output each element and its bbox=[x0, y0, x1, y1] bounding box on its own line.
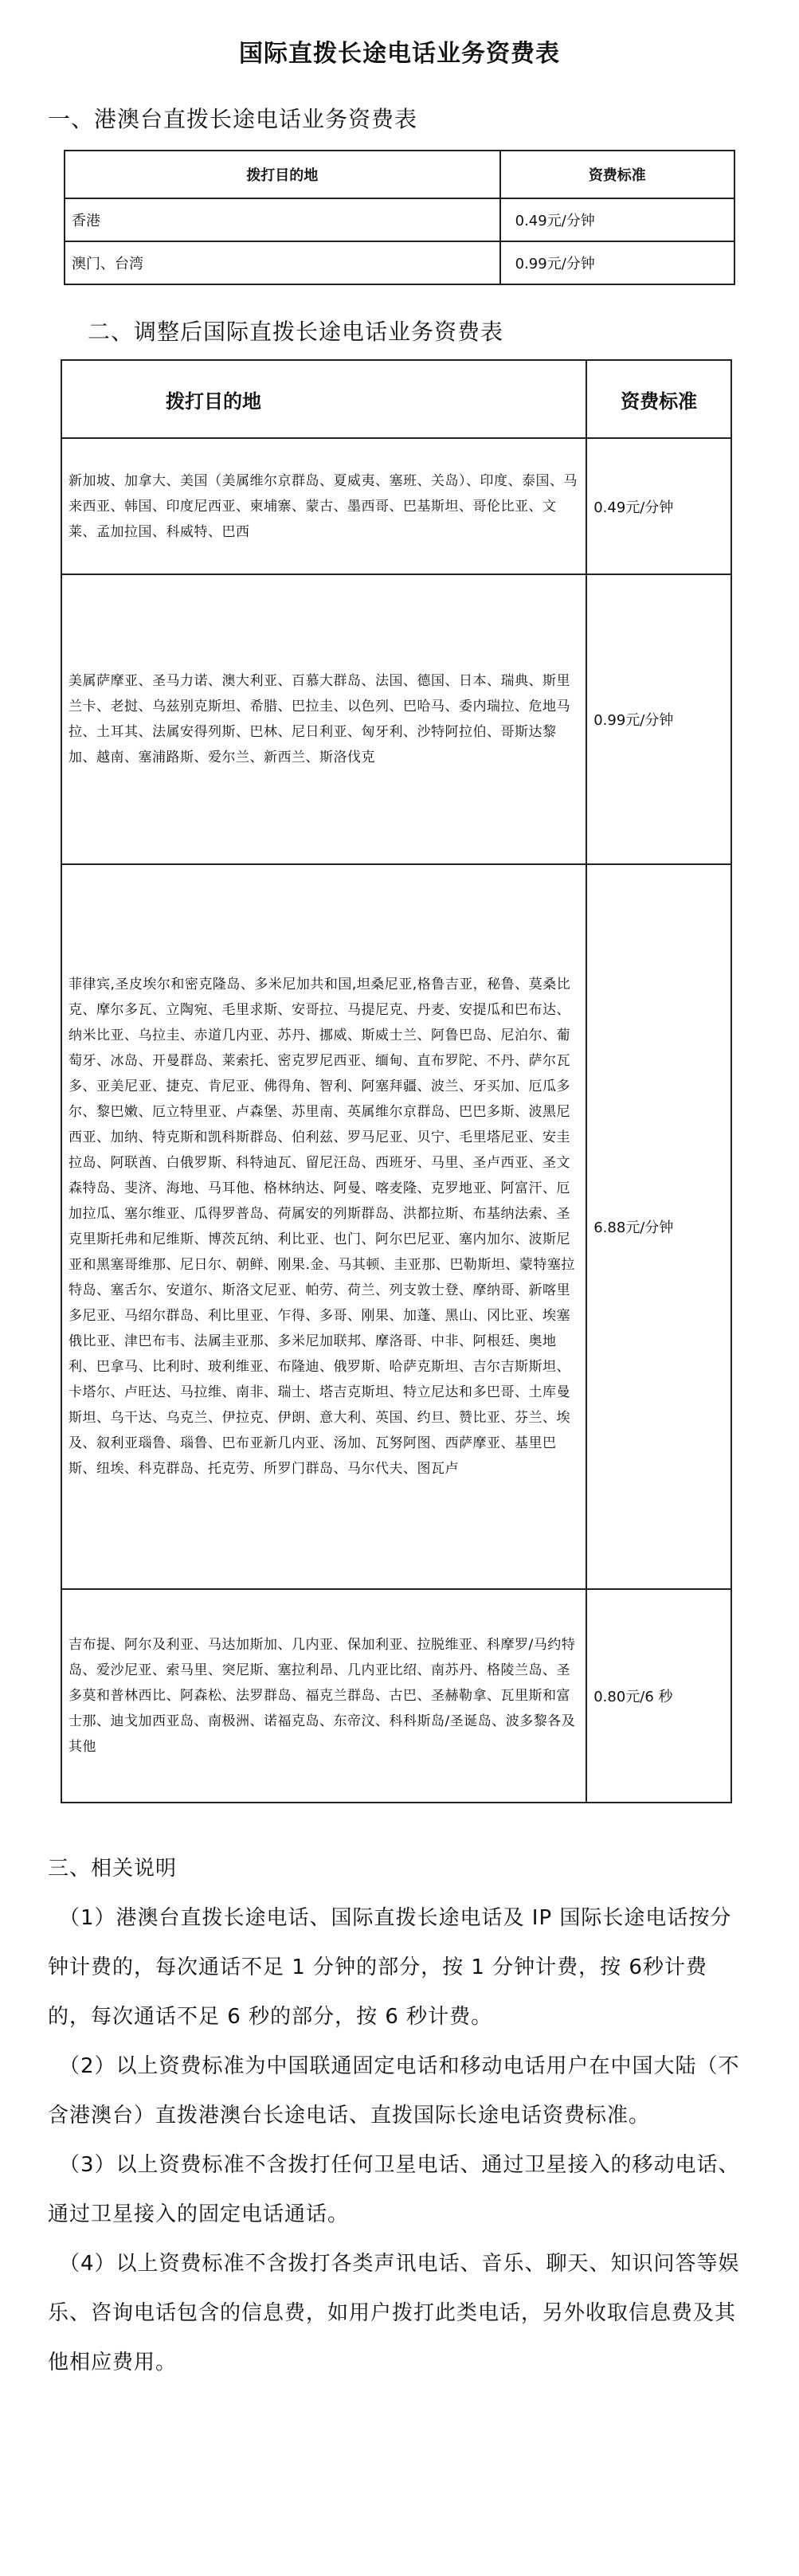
note-item: （2）以上资费标准为中国联通固定电话和移动电话用户在中国大陆（不含港澳台）直拨港澳台长途电话、直拨国际长途电话资费标准。 bbox=[48, 2054, 740, 2128]
fee-cell: 0.80元/6 秒 bbox=[586, 1589, 731, 1803]
fee-cell: 0.49元/分钟 bbox=[586, 438, 731, 574]
note-item: （3）以上资费标准不含拨打任何卫星电话、通过卫星接入的移动电话、通过卫星接入的固定电话通话。 bbox=[48, 2153, 740, 2226]
table-row bbox=[65, 198, 734, 241]
destination-cell: 吉布提、阿尔及利亚、马达加斯加、几内亚、保加利亚、拉脱维亚、科摩罗/马约特岛、爱沙尼亚、索马里、突尼斯、塞拉利昂、几内亚比绍、南苏丹、格陵兰岛、圣多莫和普林西比、阿森松、法罗群岛、福克兰群岛、古巴、圣赫勒拿、瓦里斯和富士那、迪戈加西亚岛、南极洲、诺福克岛、东帝汶、科科斯岛/圣诞岛、波多黎各及其他 bbox=[61, 1589, 586, 1803]
table-header-row bbox=[65, 151, 734, 198]
destination-cell: 香港 bbox=[65, 198, 500, 241]
note-item: （4）以上资费标准不含拨打各类声讯电话、音乐、聊天、知识问答等娱乐、咨询电话包含的信息费，如用户拨打此类电话，另外收取信息费及其他相应费用。 bbox=[48, 2252, 740, 2374]
table-header-row bbox=[61, 360, 731, 438]
fee-cell: 6.88元/分钟 bbox=[586, 864, 731, 1589]
table-row bbox=[61, 1589, 731, 1803]
page-title: 国际直拨长途电话业务资费表 bbox=[239, 40, 560, 68]
notes-section bbox=[48, 1844, 749, 2387]
table-row bbox=[61, 574, 731, 864]
table-row bbox=[61, 438, 731, 574]
header-destination: 拨打目的地 bbox=[65, 151, 500, 198]
fee-cell: 0.99元/分钟 bbox=[586, 574, 731, 864]
header-fee: 资费标准 bbox=[500, 151, 734, 198]
destination-cell: 新加坡、加拿大、美国（美属维尔京群岛、夏威夷、塞班、关岛）、印度、泰国、马来西亚、韩国、印度尼西亚、柬埔寨、蒙古、墨西哥、巴基斯坦、哥伦比亚、文莱、孟加拉国、科威特、巴西 bbox=[61, 438, 586, 574]
section1-heading: 一、港澳台直拨长途电话业务资费表 bbox=[48, 106, 418, 132]
fee-cell: 0.99元/分钟 bbox=[500, 241, 734, 284]
table-row bbox=[61, 864, 731, 1589]
section3-heading: 三、相关说明 bbox=[48, 1857, 178, 1881]
fee-cell: 0.49元/分钟 bbox=[500, 198, 734, 241]
table-row bbox=[65, 241, 734, 284]
header-fee: 资费标准 bbox=[586, 360, 731, 438]
international-rate-table bbox=[61, 359, 732, 1803]
destination-cell: 菲律宾,圣皮埃尔和密克隆岛、多米尼加共和国,坦桑尼亚,格鲁吉亚，秘鲁、莫桑比克、摩尔多瓦、立陶宛、毛里求斯、安哥拉、马提尼克、丹麦、安提瓜和巴布达、纳米比亚、乌拉圭、赤道几内亚、苏丹、挪威、斯威士兰、阿鲁巴岛、尼泊尔、葡萄牙、冰岛、开曼群岛、莱索托、密克罗尼西亚、缅甸、直布罗陀、不丹、萨尔瓦多、亚美尼亚、捷克、肯尼亚、佛得角、智利、阿塞拜疆、波兰、牙买加、厄瓜多尔、黎巴嫩、厄立特里亚、卢森堡、苏里南、英属维尔京群岛、巴巴多斯、波黑尼西亚、加纳、特克斯和凯科斯群岛、伯利兹、罗马尼亚、贝宁、毛里塔尼亚、安圭拉岛、阿联酋、白俄罗斯、科特迪瓦、留尼汪岛、西班牙、马里、圣卢西亚、圣文森特岛、斐济、海地、马耳他、格林纳达、阿曼、喀麦隆、克罗地亚、阿富汗、厄加拉瓜、塞尔维亚、瓜得罗普岛、荷属安的列斯群岛、洪都拉斯、布基纳法索、圣克里斯托弗和尼维斯、博茨瓦纳、利比亚、也门、阿尔巴尼亚、塞内加尔、波斯尼亚和黑塞哥维那、尼日尔、朝鲜、刚果.金、马其顿、圭亚那、巴勒斯坦、蒙特塞拉特岛、塞舌尔、安道尔、斯洛文尼亚、帕劳、荷兰、列支敦士登、摩纳哥、新喀里多尼亚、马绍尔群岛、利比里亚、乍得、多哥、刚果、加蓬、黑山、冈比亚、埃塞俄比亚、津巴布韦、法属圭亚那、多米尼加联邦、摩洛哥、中非、阿根廷、奥地利、巴拿马、比利时、玻利维亚、布隆迪、俄罗斯、哈萨克斯坦、吉尔吉斯斯坦、卡塔尔、卢旺达、马拉维、南非、瑞士、塔吉克斯坦、特立尼达和多巴哥、土库曼斯坦、乌干达、乌克兰、伊拉克、伊朗、意大利、英国、约旦、赞比亚、芬兰、埃及、叙利亚瑙鲁、瑙鲁、巴布亚新几内亚、汤加、瓦努阿图、西萨摩亚、基里巴斯、纽埃、科克群岛、托克劳、所罗门群岛、马尔代夫、图瓦卢 bbox=[61, 864, 586, 1589]
destination-cell: 澳门、台湾 bbox=[65, 241, 500, 284]
section2-heading: 二、调整后国际直拨长途电话业务资费表 bbox=[88, 319, 504, 345]
destination-cell: 美属萨摩亚、圣马力诺、澳大利亚、百慕大群岛、法国、德国、日本、瑞典、斯里兰卡、老挝、乌兹别克斯坦、希腊、巴拉圭、以色列、巴哈马、委内瑞拉、危地马拉、土耳其、法属安得列斯、巴林、尼日利亚、匈牙利、沙特阿拉伯、哥斯达黎加、越南、塞浦路斯、爱尔兰、新西兰、斯洛伐克 bbox=[61, 574, 586, 864]
hk-macau-taiwan-rate-table bbox=[64, 150, 735, 285]
header-destination: 拨打目的地 bbox=[61, 360, 586, 438]
note-item: （1）港澳台直拨长途电话、国际直拨长途电话及 IP 国际长途电话按分钟计费的，每次通话不足 1 分钟的部分，按 1 分钟计费，按 6秒计费的，每次通话不足 6 秒的部分，按 6 秒计费。 bbox=[48, 1906, 732, 2029]
